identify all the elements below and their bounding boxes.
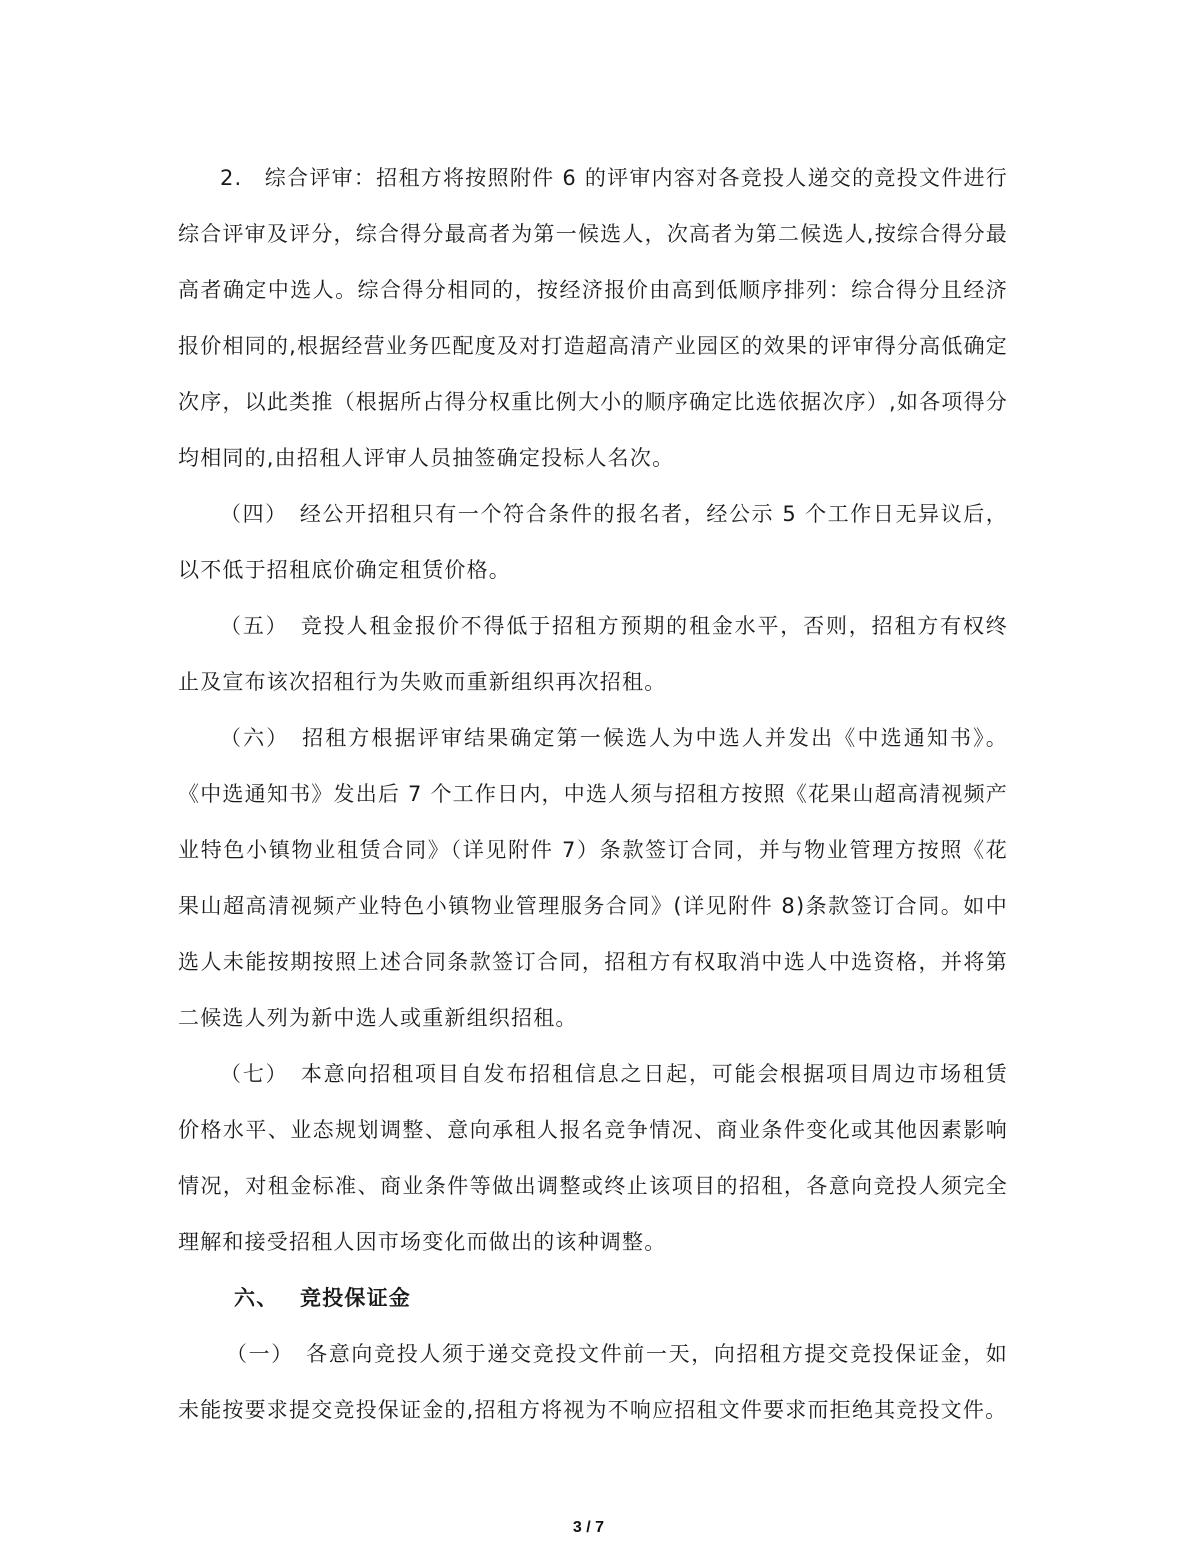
paragraph-comprehensive-review: 2. 综合评审：招租方将按照附件 6 的评审内容对各竞投人递交的竞投文件进行综合评审及评分，综合得分最高者为第一候选人，次高者为第二候选人,按综合得分最高者确定中选人。综合得分相同的，按经济报价由高到低顺序排列：综合得分且经济报价相同的,根据经营业务匹配度及对打造超高清产业园区的效果的评审得分高低确定次序，以此类推（根据所占得分权重比例大小的顺序确定比选依据次序）,如各项得分均相同的,由招租人评审人员抽签确定投标人名次。 — [178, 166, 1008, 470]
paragraph-seven: （七） 本意向招租项目自发布招租信息之日起，可能会根据项目周边市场租赁价格水平、业态规划调整、意向承租人报名竞争情况、商业条件变化或其他因素影响情况，对租金标准、商业条件等做出调整或终止该项目的招租，各意向竞投人须完全理解和接受招租人因市场变化而做出的该种调整。 — [178, 1062, 1008, 1254]
document-body — [178, 150, 1008, 1438]
paragraph-five: （五） 竞投人租金报价不得低于招租方预期的租金水平，否则，招租方有权终止及宣布该次招租行为失败而重新组织再次招租。 — [178, 614, 1008, 694]
section-heading — [178, 1270, 1008, 1326]
section-heading-title: 竞投保证金 — [300, 1286, 411, 1310]
paragraph-four: （四） 经公开招租只有一个符合条件的报名者，经公示 5 个工作日无异议后，以不低于招租底价确定租赁价格。 — [178, 502, 1008, 582]
paragraph-six: （六） 招租方根据评审结果确定第一候选人为中选人并发出《中选通知书》。《中选通知书》发出后 7 个工作日内，中选人须与招租方按照《花果山超高清视频产业特色小镇物业租赁合同》（详见附件 7）条款签订合同，并与物业管理方按照《花果山超高清视频产业特色小镇物业管理服务合同》(详见附件 8)条款签订合同。如中选人未能按期按照上述合同条款签订合同，招租方有权取消中选人中选资格，并将第二候选人列为新中选人或重新组织招租。 — [178, 726, 1008, 1030]
section-heading-number: 六、 — [234, 1286, 279, 1310]
page-number: 3 / 7 — [572, 1519, 605, 1536]
paragraph-deposit-one: （一） 各意向竞投人须于递交竞投文件前一天，向招租方提交竞投保证金，如未能按要求提交竞投保证金的,招租方将视为不响应招租文件要求而拒绝其竞投文件。 — [178, 1342, 1008, 1422]
